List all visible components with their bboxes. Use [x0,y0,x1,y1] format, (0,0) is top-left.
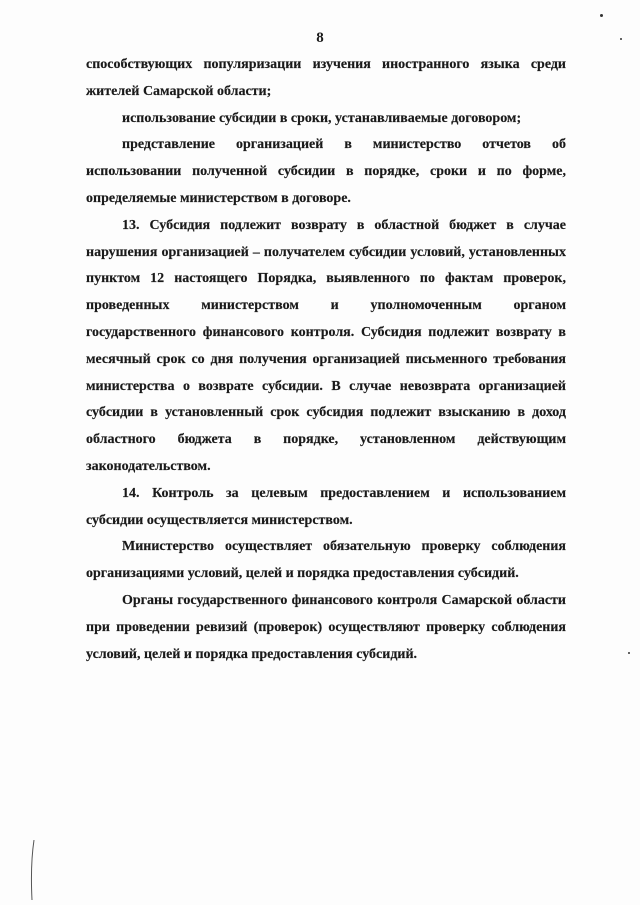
margin-pen-stroke [30,840,36,900]
paragraph-financial-control: Органы государственного финансового контроля Самарской области при проведении ревизий (проверок) осуществляют проверку соблюдения условий, целей и порядка предоставления субсидий. [86,592,566,662]
scan-artifact-dot [620,38,622,40]
page-number: 8 [316,30,324,46]
paragraph-ministry-check: Министерство осуществляет обязательную проверку соблюдения организациями условий, целей и порядка предоставления субсидий. [86,539,566,582]
paragraph-clause-13: 13. Субсидия подлежит возврату в областной бюджет в случае нарушения организацией – получателем субсидии условий, установленных пунктом 12 настоящего Порядка, выявленного по фактам проверок, проведенных министерством и уполномоченным органом государственного финансового контроля. Субсидия подлежит возврату в месячный срок со дня получения организацией письменного требования министерства о возврате субсидии. В случае невозврата организацией субсидии в установленный срок субсидия подлежит взысканию в доход областного бюджета в порядке, установленном действующим законодательством. [86,217,566,474]
paragraph-subsidy-use-deadline: использование субсидии в сроки, устанавливаемые договором; [122,110,522,126]
paragraph-reporting: представление организацией в министерство отчетов об использовании полученной субсидии в порядке, сроки и по форме, определяемые министерством в договоре. [86,137,566,206]
document-body [86,52,566,668]
scan-artifact-dot [628,652,630,654]
scan-artifact-dot [600,14,603,17]
paragraph-clause-14: 14. Контроль за целевым предоставлением и использованием субсидии осуществляется министерством. [86,485,566,528]
paragraph-continuation: способствующих популяризации изучения иностранного языка среди жителей Самарской области; [86,57,566,99]
